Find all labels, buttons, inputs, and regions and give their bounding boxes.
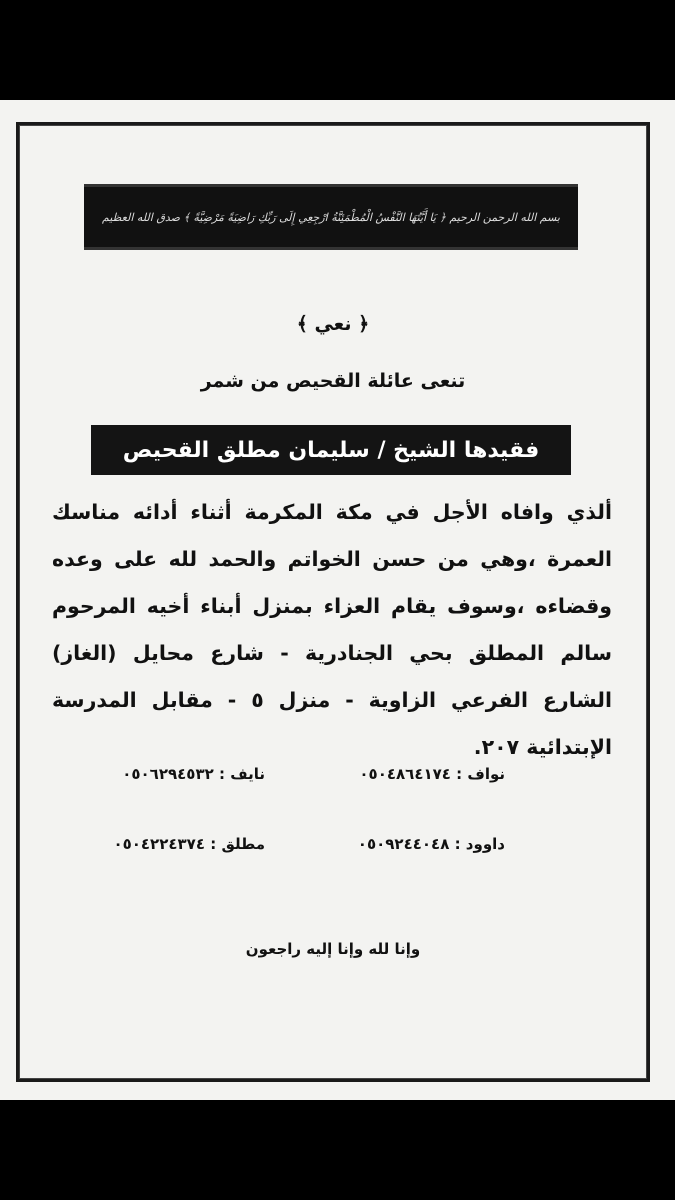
closing-phrase: وإنا لله وإنا إليه راجعون	[245, 940, 421, 958]
contact-mutlaq: مطلق : ٠٥٠٤٢٢٤٣٧٤	[113, 835, 265, 853]
quran-verse-banner: بسم الله الرحمن الرحيم ﴿ يَا أَيَّتُهَا النَّفْسُ الْمُطْمَئِنَّةُ ارْجِعِي إِلَى رَبِّكِ رَاضِيَةً مَرْضِيَّةً ﴾ صدق الله العظيم	[84, 184, 578, 250]
deceased-name-bar: فقيدها الشيخ / سليمان مطلق القحيص	[91, 425, 571, 475]
family-announcement: تنعى عائلة القحيص من شمر	[200, 370, 466, 392]
notice-title: ﴿ نعي ﴾	[296, 313, 370, 335]
notice-body: ألذي وافاه الأجل في مكة المكرمة أثناء أدائه مناسك العمرة ،وهي من حسن الخواتم والحمد لله على وعده وقضاءه ،وسوف يقام العزاء بمنزل أبناء أخيه المرحوم سالم المطلق بحي الجنادرية - شارع محايل (الغاز) الشارع الفرعي الزاوية - منزل ٥ - مقابل المدرسة الإبتدائية ٢٠٧.	[52, 500, 613, 759]
contact-nayef: نايف : ٠٥٠٦٢٩٤٥٣٢	[122, 765, 265, 783]
notice-paper	[0, 100, 675, 1100]
contact-nawaf: نواف : ٠٥٠٤٨٦٤١٧٤	[359, 765, 505, 783]
contact-dawood: داوود : ٠٥٠٩٢٤٤٠٤٨	[357, 835, 505, 853]
notice-frame	[16, 122, 650, 1082]
